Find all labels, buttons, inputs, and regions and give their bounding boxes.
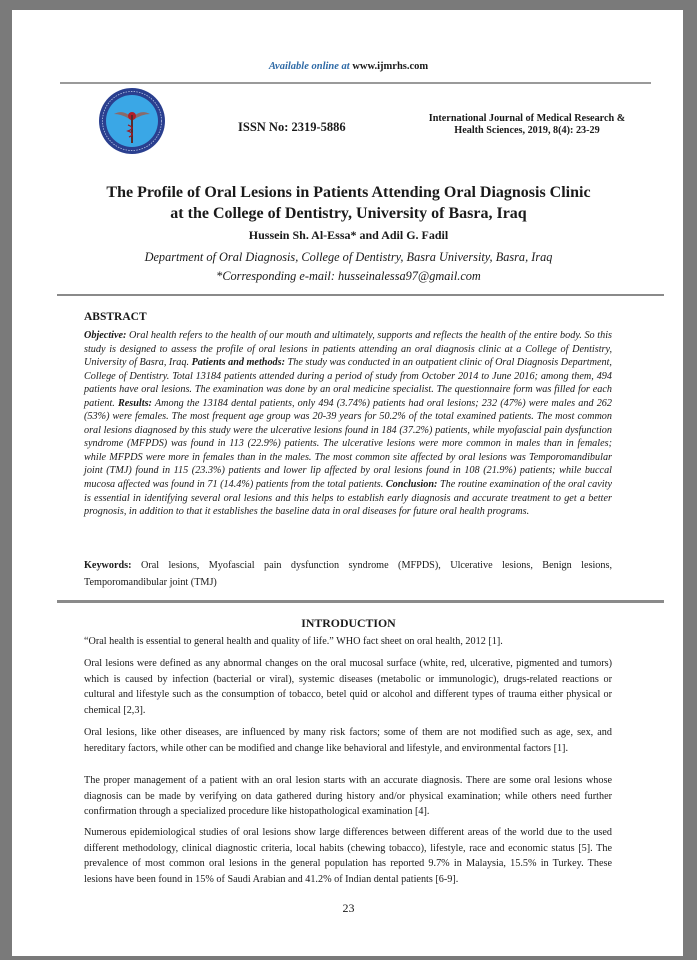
intro-paragraph: “Oral health is essential to general health and quality of life.” WHO fact sheet on oral health, 2012 [1]. [84,636,503,647]
intro-paragraph: Oral lesions, like other diseases, are influenced by many risk factors; some of them are not modified such as age, sex, and hereditary factors, while other can be modified and change like behavioral and lifestyle, and environmental factors [1]. [84,727,612,754]
intro-paragraph: Numerous epidemiological studies of oral lesions show large differences between different areas of the world due to the used different methodology, clinical diagnostic criteria, local habits (chewing tobacco), lifestyle, race and economic status [5]. The prevalence of most common oral lesions in the general population has reported 9.7% in Malaysia, 15.5% in Turkey. These lesions have been found in 15% of Saudi Arabian and 41.2% of Indian dental patients [6-9]. [84,827,612,885]
abstract-top-divider [57,294,664,296]
abstract-body [84,329,612,519]
page-number: 23 [342,901,355,915]
methods-label: Patients and methods: [191,357,285,369]
methods-text: The study was conducted in an outpatient clinic of Oral Diagnosis Department, College of Dentistry. Total 13184 patients attended during a period of study from October 2014 to June 2016; among them, 494 patients have oral lesions. The examination was done by an oral medicine specialist. The questionnaire form was filled for each patient. [84,357,612,409]
article-title-line-2: at the College of Dentistry, University of Basra, Iraq [170,205,527,222]
abstract-heading: ABSTRACT [84,311,147,323]
journal-logo-icon [98,87,166,155]
objective-label: Objective: [84,330,127,341]
keywords [84,558,612,591]
article-authors: Hussein Sh. Al-Essa* and Adil G. Fadil [248,228,449,242]
intro-paragraph: Oral lesions were defined as any abnormal changes on the oral mucosal surface (white, red, ulcerative, pigmented and tumors) which is caused by infection (bacterial or viral), systemic diseases (metabolic or immunologic), drugs-related reactions or cultural and lifestyle such as the consumption of tobacco, betel quid or alcohol and different types of trauma either physical or chemical [2,3]. [84,658,612,716]
journal-name: International Journal of Medical Research & [428,113,626,124]
issn-number: ISSN No: 2319-5886 [238,120,346,134]
results-label: Results: [117,397,152,409]
introduction-heading: INTRODUCTION [301,616,396,630]
header-divider [60,82,651,84]
intro-paragraph: The proper management of a patient with an oral lesion starts with an accurate diagnosis. There are some oral lesions whose diagnosis can be made by verifying on data gathered during history and/or physical examination; while others need further confirmation through a specialized procedure like histopathological examination [4]. [84,775,612,817]
article-title [40,182,657,224]
journal-citation [402,113,652,137]
keywords-text: Oral lesions, Myofascial pain dysfunction syndrome (MFPDS), Ulcerative lesions, Benign lesions, Temporomandibular joint (TMJ) [84,560,612,588]
conclusion-label: Conclusion: [385,479,438,491]
website-link[interactable]: www.ijmrhs.com [352,61,429,72]
article-title-line-1: The Profile of Oral Lesions in Patients Attending Oral Diagnosis Clinic [106,184,591,201]
availability-line [0,61,697,72]
keywords-label: Keywords: [84,560,132,571]
available-online-label: Available online at [268,61,350,72]
conclusion-text: The routine examination of the oral cavity is essential in identifying several oral lesions and this helps to establish early diagnosis and accurate treatment to get a better prognosis, in addition to that it establishes the baseline data in oral diseases for future oral health programs. [84,479,612,518]
corresponding-email[interactable]: *Corresponding e-mail: husseinalessa97@gmail.com [216,269,481,283]
journal-volume: Health Sciences, 2019, 8(4): 23-29 [454,125,600,136]
results-text: Among the 13184 dental patients, only 494 (3.74%) patients had oral lesions; 232 (47%) were males and 262 (53%) were females. The most frequent age group was 20-39 years for 50.2% of the total examined patients. The most common oral lesions diagnosed by this study were the ulcerative lesions found in 184 (37.2%) patients, while myofascial pain dysfunction syndrome (MFPDS) was found in 113 (22.9%) patients. The ulcerative lesions were more common in males than in females; while MFPDS were more in females than in the males. The most common site affected by oral lesions was Temporomandibular joint (TMJ) found in 115 (23.3%) patients and lower lip affected by oral lesions found in 108 (21.9%) patients; while buccal mucosa affected was found in 71 (14.4%) patients from the total patients. [84,397,612,491]
abstract-bottom-divider [57,600,664,603]
objective-text: Oral health refers to the health of our mouth and ultimately, supports and reflects the health of the entire body. So this study is designed to assess the profile of oral lesions in patients attending an oral diagnosis clinic at a College of Dentistry, University of Basra, Iraq. [84,330,612,369]
author-affiliation-block [40,248,657,286]
author-affiliation: Department of Oral Diagnosis, College of Dentistry, Basra University, Basra, Iraq [144,250,553,264]
